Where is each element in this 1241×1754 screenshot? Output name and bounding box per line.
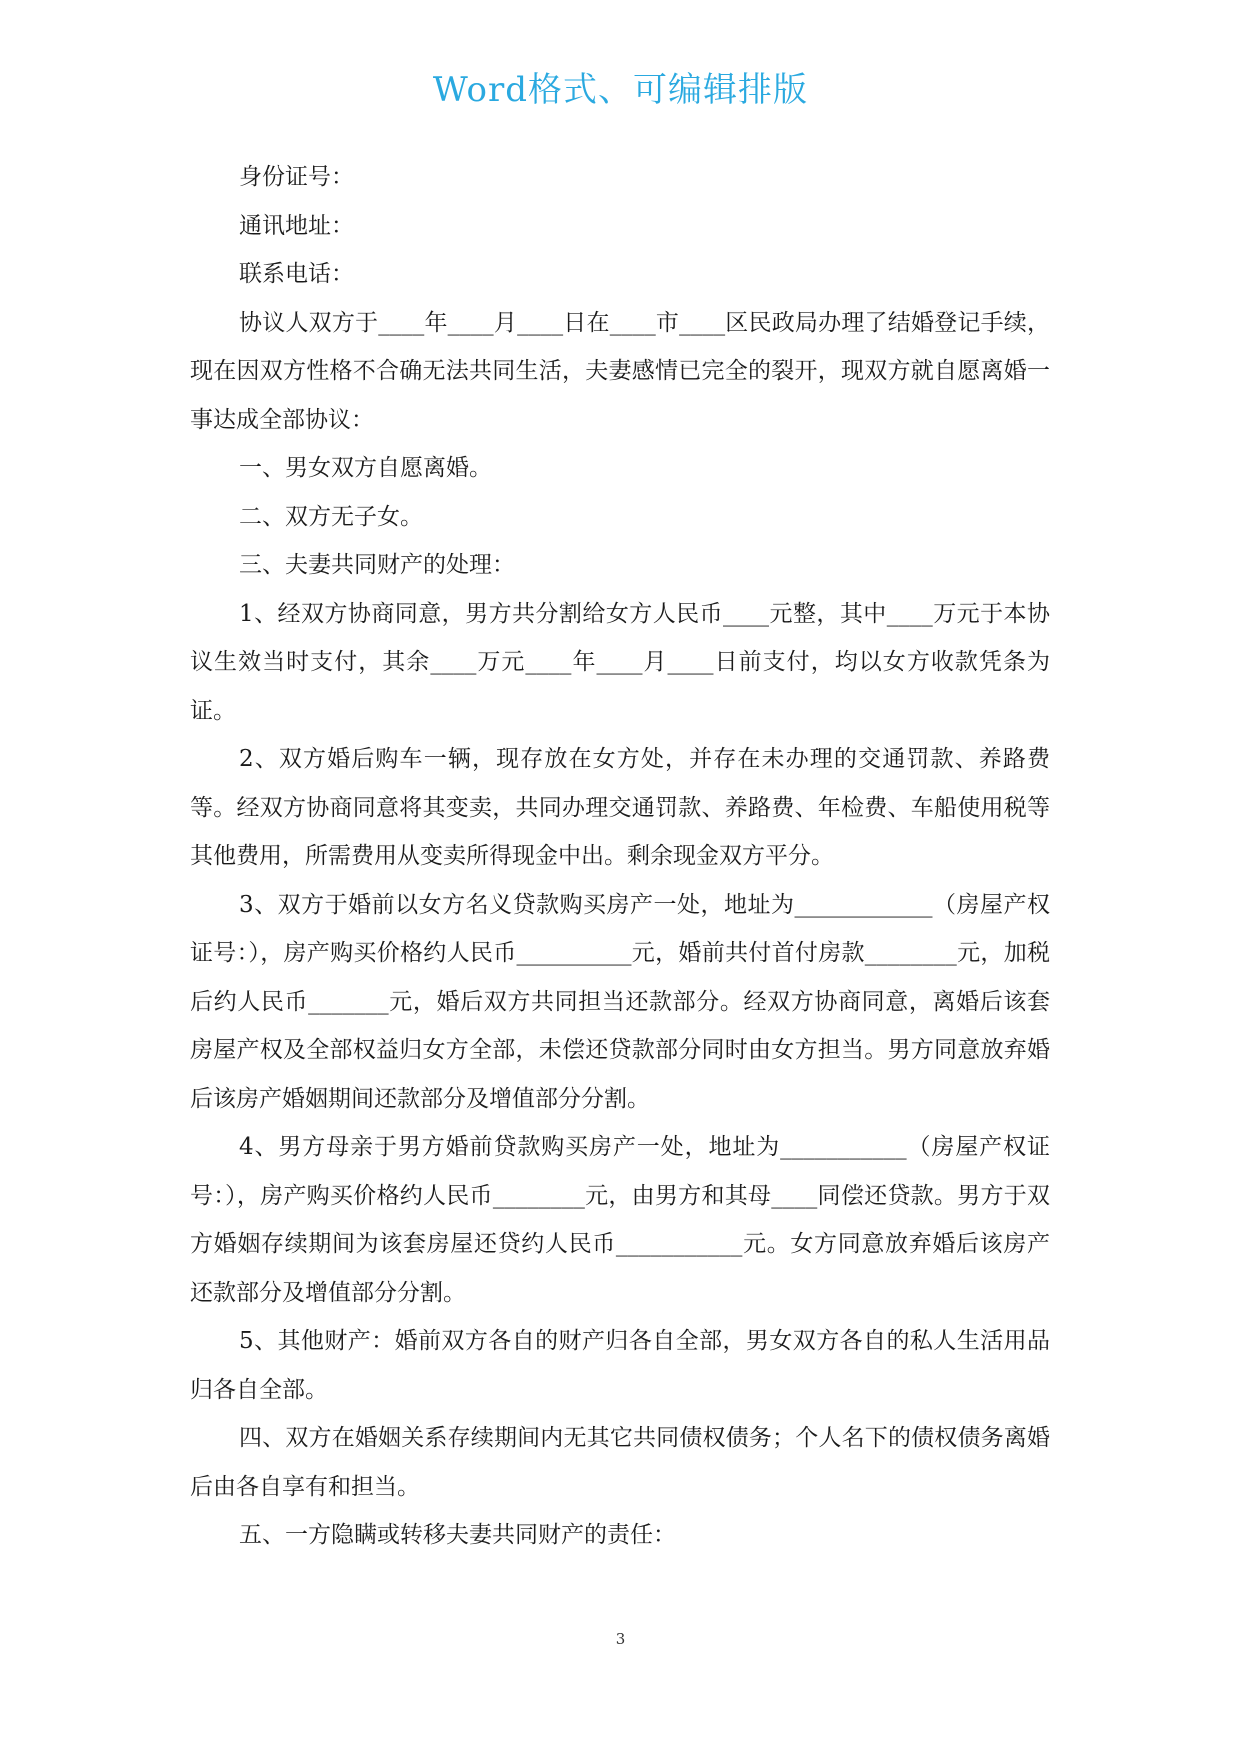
paragraph-clause-2: 二、双方无子女。: [239, 503, 423, 530]
paragraph-clause-4: 四、双方在婚姻关系存续期间内无其它共同债权债务；个人名下的债权债务离婚后由各自享有和担当。: [190, 1425, 1050, 1500]
page-number: 3: [615, 1630, 626, 1648]
paragraph-clause-1: 一、男女双方自愿离婚。: [239, 455, 492, 481]
document-header-title: Word格式、可编辑排版: [432, 70, 809, 110]
paragraph-id-number: 身份证号：: [239, 164, 354, 190]
paragraph-phone: 联系电话：: [239, 261, 354, 287]
document-body: [190, 153, 1050, 1560]
paragraph-clause-3: 三、夫妻共同财产的处理：: [239, 552, 515, 578]
paragraph-item-5: 5、其他财产：婚前双方各自的财产归各自全部，男女双方各自的私人生活用品归各自全部。: [190, 1328, 1050, 1403]
paragraph-item-1: 1、经双方协商同意，男方共分割给女方人民币____元整，其中____万元于本协议生效当时支付，其余____万元____年____月____日前支付，均以女方收款凭条为证。: [190, 600, 1050, 724]
paragraph-intro: 协议人双方于____年____月____日在____市____区民政局办理了结婚登记手续，现在因双方性格不合确无法共同生活，夫妻感情已完全的裂开，现双方就自愿离婚一事达成全部协议：: [190, 309, 1050, 433]
paragraph-clause-5: 五、一方隐瞒或转移夫妻共同财产的责任：: [239, 1522, 676, 1548]
paragraph-item-3: 3、双方于婚前以女方名义贷款购买房产一处，地址为____________（房屋产权证号：），房产购买价格约人民币__________元，婚前共付首付房款________元，加税后约人民币_______元，婚后双方共同担当还款部分。经双方协商同意，离婚后该套房屋产权及全部权益归女方全部，未偿还贷款部分同时由女方担当。男方同意放弃婚后该房产婚姻期间还款部分及增值部分分割。: [190, 891, 1050, 1112]
paragraph-address: 通讯地址：: [239, 212, 354, 239]
paragraph-item-2: 2、双方婚后购车一辆，现存放在女方处，并存在未办理的交通罚款、养路费等。经双方协商同意将其变卖，共同办理交通罚款、养路费、年检费、车船使用税等其他费用，所需费用从变卖所得现金中出。剩余现金双方平分。: [190, 746, 1050, 869]
paragraph-item-4: 4、男方母亲于男方婚前贷款购买房产一处，地址为___________（房屋产权证号：），房产购买价格约人民币________元，由男方和其母____同偿还贷款。男方于双方婚姻存续期间为该套房屋还贷约人民币___________元。女方同意放弃婚后该房产还款部分及增值部分分割。: [190, 1134, 1050, 1306]
